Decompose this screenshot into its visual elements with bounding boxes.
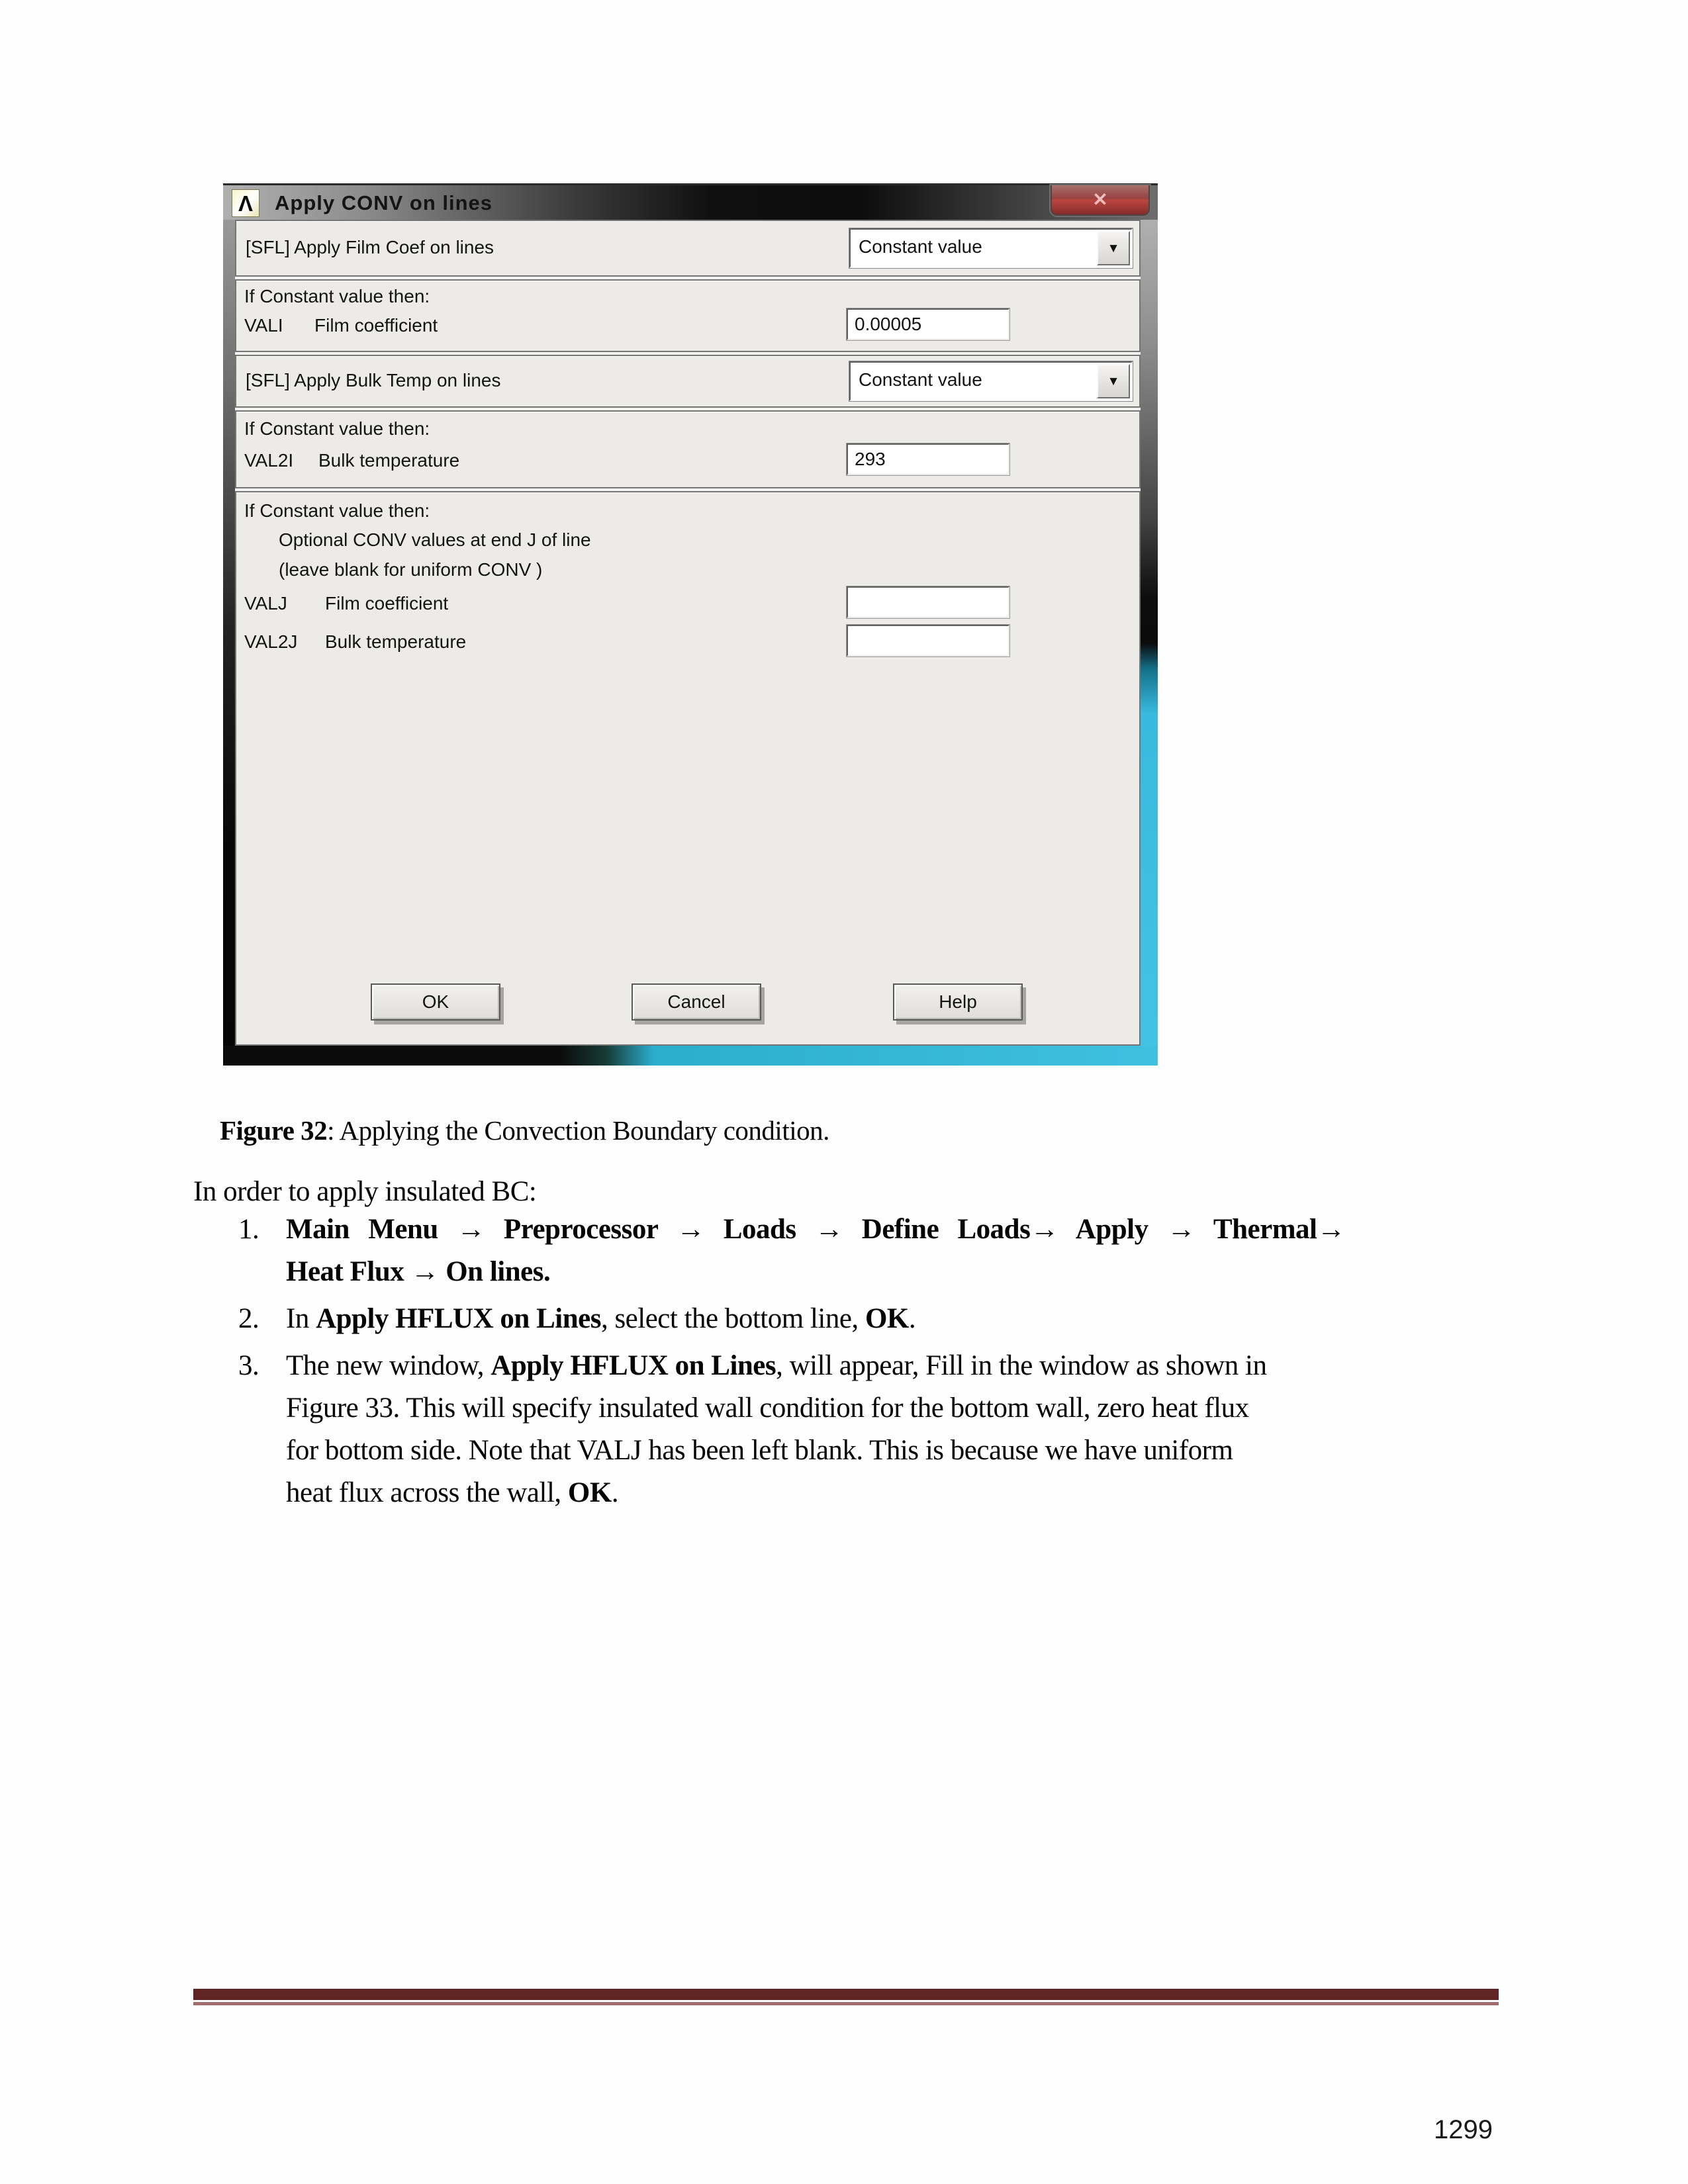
text-segment: .: [908, 1303, 916, 1334]
constant-value-heading: If Constant value then:: [244, 500, 430, 521]
text-segment: , will appear, Fill in the window as shown in: [776, 1350, 1267, 1381]
val2i-label: Bulk temperature: [318, 450, 460, 471]
text-segment: Apply HFLUX on Lines: [491, 1350, 776, 1381]
film-coef-label: [SFL] Apply Film Coef on lines: [246, 237, 494, 257]
text-segment: , select the bottom line,: [600, 1303, 865, 1334]
ok-button[interactable]: OK: [371, 983, 500, 1021]
val2j-label: Bulk temperature: [325, 631, 467, 652]
dialog-title: Apply CONV on lines: [275, 191, 493, 214]
film-coef-dropdown-value: Constant value: [859, 236, 982, 257]
text-segment: Heat Flux → On lines: [286, 1256, 543, 1287]
optional-conv-note: Optional CONV values at end J of line: [279, 529, 591, 550]
bulk-temp-row: [235, 355, 1141, 408]
leave-blank-note: (leave blank for uniform CONV ): [279, 559, 543, 580]
text-segment: .: [543, 1256, 551, 1287]
figure-caption-label: Figure 32: [220, 1115, 328, 1146]
bulk-temp-dropdown-value: Constant value: [859, 369, 982, 390]
list-number: 3.: [238, 1350, 259, 1381]
text-segment: heat flux across the wall,: [286, 1477, 568, 1508]
list-item: [193, 1208, 1491, 1293]
apply-conv-dialog: [223, 183, 1158, 1066]
text-segment: In: [286, 1303, 316, 1334]
chevron-down-icon[interactable]: ▼: [1097, 364, 1130, 398]
chevron-down-icon[interactable]: ▼: [1097, 231, 1130, 265]
intro-text: In order to apply insulated BC:: [193, 1176, 537, 1207]
text-segment: OK: [865, 1303, 909, 1334]
bulk-value-section: [235, 410, 1141, 488]
page-number: 1299: [1434, 2115, 1493, 2144]
valj-input[interactable]: [847, 586, 1009, 618]
figure-caption: [220, 1115, 1477, 1146]
constant-value-heading: If Constant value then:: [244, 418, 430, 439]
list-number: 1.: [238, 1214, 259, 1245]
valj-label: Film coefficient: [325, 593, 449, 614]
dialog-titlebar[interactable]: [223, 185, 1158, 220]
ansys-logo-icon: Λ: [232, 189, 259, 217]
bulk-temp-label: [SFL] Apply Bulk Temp on lines: [246, 370, 501, 390]
val2j-code: VAL2J: [244, 631, 298, 652]
cancel-button[interactable]: Cancel: [632, 983, 761, 1021]
text-segment: OK: [567, 1477, 612, 1508]
list-text: [286, 1345, 1491, 1514]
constant-value-heading: If Constant value then:: [244, 286, 430, 306]
text-segment: Apply HFLUX on Lines: [316, 1303, 601, 1334]
val2j-input[interactable]: [847, 625, 1009, 657]
dialog-body: [235, 220, 1141, 1046]
bulk-temp-dropdown[interactable]: [849, 361, 1133, 401]
figure-caption-text: : Applying the Convection Boundary condition.: [327, 1115, 829, 1146]
footer-divider-thick: [193, 1989, 1499, 2000]
window-border-right: [1141, 185, 1158, 1066]
val2i-input[interactable]: [847, 443, 1009, 475]
text-segment: for bottom side. Note that VALJ has been left blank. This is because we have uniform: [286, 1435, 1233, 1466]
list-item: [193, 1298, 1491, 1340]
text-segment: Main Menu → Preprocessor → Loads → Define Loads→ Apply → Thermal→: [286, 1214, 1345, 1245]
vali-label: Film coefficient: [314, 315, 438, 336]
list-item: [193, 1345, 1491, 1514]
film-coef-row: [235, 220, 1141, 277]
list-text: [286, 1298, 1491, 1340]
film-coef-dropdown[interactable]: [849, 228, 1133, 268]
help-button[interactable]: Help: [893, 983, 1023, 1021]
footer-divider: [193, 1989, 1499, 2005]
vali-code: VALI: [244, 315, 283, 336]
val2i-code: VAL2I: [244, 450, 294, 471]
text-segment: Figure 33. This will specify insulated wall condition for the bottom wall, zero heat flux: [286, 1392, 1249, 1424]
film-value-section: [235, 279, 1141, 352]
vali-input[interactable]: [847, 308, 1009, 340]
optional-conv-section: [235, 491, 1141, 1046]
close-button[interactable]: [1051, 185, 1150, 216]
text-segment: The new window,: [286, 1350, 491, 1381]
valj-code: VALJ: [244, 593, 287, 614]
close-icon: ✕: [1092, 189, 1108, 210]
list-text: [286, 1208, 1491, 1293]
text-segment: .: [611, 1477, 619, 1508]
instruction-list: [193, 1208, 1491, 1519]
window-border-bottom: [223, 1046, 1158, 1066]
footer-divider-thin: [193, 2002, 1499, 2005]
list-number: 2.: [238, 1303, 259, 1334]
